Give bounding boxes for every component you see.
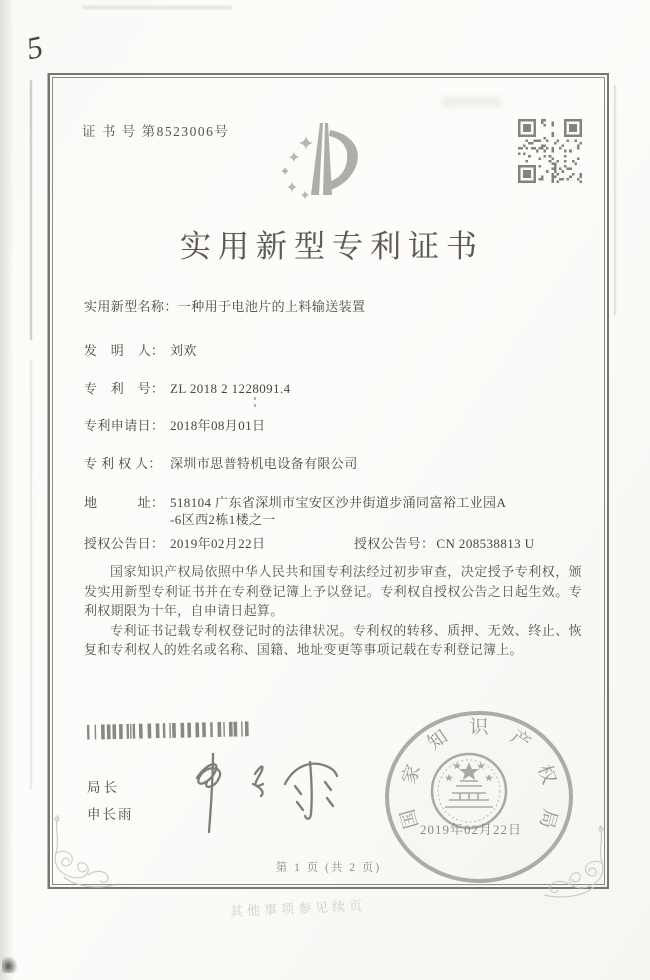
field-row-address xyxy=(84,494,586,528)
legal-text-block xyxy=(84,562,582,660)
seal-char: 产 xyxy=(506,726,534,755)
scan-artifact-dots xyxy=(254,397,256,400)
field-label: 专 利 号： xyxy=(84,381,165,396)
seal-date: 2019年02月22日 xyxy=(419,822,523,837)
scan-corner-blob xyxy=(2,956,18,973)
certificate-title: 实用新型专利证书 xyxy=(180,229,484,264)
seal-char: 权 xyxy=(533,762,560,788)
scan-streak-lower xyxy=(30,360,32,790)
field-label: 专 利 权 人： xyxy=(84,456,162,471)
cnipa-logo-icon xyxy=(276,117,376,199)
scan-edge-shadow-right xyxy=(614,85,616,315)
address-line-2: -6区西2栋1楼之一 xyxy=(170,512,276,527)
field-value: 一种用于电池片的上料输送装置 xyxy=(177,299,366,314)
field-label: 授权公告日： xyxy=(84,536,165,551)
field-row-grant xyxy=(84,535,614,552)
certificate-border-frame xyxy=(48,73,609,889)
handwritten-number-mark: 5 xyxy=(23,28,46,67)
field-value: 2018年08月01日 xyxy=(170,418,266,433)
field-row-inventor xyxy=(84,342,586,359)
field-value: 刘欢 xyxy=(170,343,197,358)
field-value xyxy=(170,494,586,528)
field-value: ZL 2018 2 1228091.4 xyxy=(170,381,291,396)
seal-char: 局 xyxy=(535,806,561,831)
page-number: 第 1 页 (共 2 页) xyxy=(275,862,382,874)
seal-char: 国 xyxy=(397,806,423,831)
corner-flourish-bottom-left xyxy=(48,813,120,891)
field-label: 发 明 人： xyxy=(84,343,165,358)
seal-char: 识 xyxy=(469,717,489,738)
signer-name: 申长雨 xyxy=(87,807,134,822)
field-value: 2019年02月22日 xyxy=(170,536,266,551)
qr-code-icon xyxy=(518,119,582,183)
legal-paragraph-1: 国家知识产权局依照中华人民共和国专利法经过初步审查，决定授予专利权，颁发实用新型专利证书并在专利登记簿上予以登记。专利权自授权公告之日起生效。专利权期限为十年，自申请日起算。 xyxy=(84,564,582,618)
address-line-1: 518104 广东省深圳市宝安区沙井街道步涌同富裕工业园A xyxy=(170,495,507,510)
field-label: 专利申请日： xyxy=(84,418,165,433)
seal-char: 知 xyxy=(424,726,452,755)
field-label: 地 址： xyxy=(84,495,165,510)
signer-title: 局长 xyxy=(87,780,120,795)
field-row-patent-number xyxy=(84,380,586,397)
field-value: CN 208538813 U xyxy=(436,536,535,551)
scan-blotch xyxy=(442,97,502,107)
scan-streak xyxy=(30,80,32,340)
handwritten-signature-icon xyxy=(167,744,357,844)
below-frame-faint-note: 其他事项参见续页 xyxy=(229,898,367,919)
certificate-number: 证 书 号 第8523006号 xyxy=(82,124,230,139)
seal-char: 家 xyxy=(398,762,425,788)
field-row-filing-date xyxy=(84,417,586,434)
field-label: 授权公告号： xyxy=(354,536,435,551)
field-row-utility-model-name xyxy=(84,298,586,315)
field-value: 深圳市思普特机电设备有限公司 xyxy=(170,456,358,471)
legal-paragraph-2: 专利证书记载专利权登记时的法律状况。专利权的转移、质押、无效、终止、恢复和专利权人的姓名或名称、国籍、地址变更等事项记载在专利登记簿上。 xyxy=(84,622,582,657)
barcode-icon xyxy=(87,721,253,739)
scan-smudge-top xyxy=(82,6,232,9)
field-row-patentee xyxy=(84,455,586,472)
scan-edge-shadow-left xyxy=(0,0,14,980)
field-label: 实用新型名称： xyxy=(84,299,178,314)
